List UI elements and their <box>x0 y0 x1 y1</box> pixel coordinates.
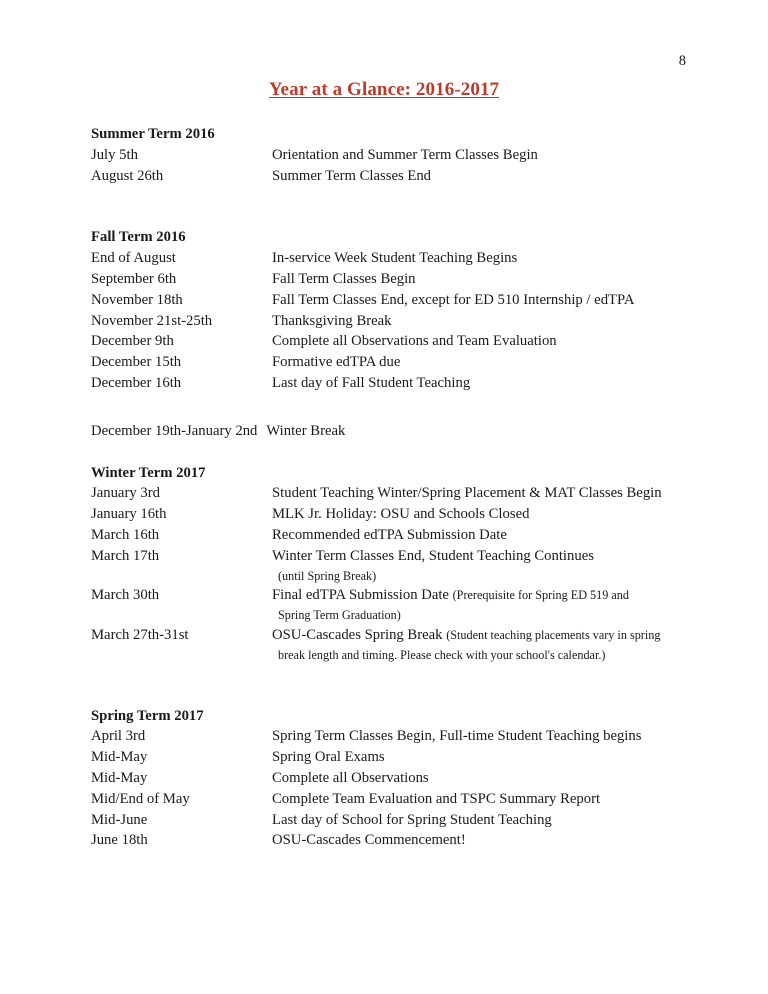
row-date: December 19th-January 2nd <box>91 422 258 439</box>
row-description: Fall Term Classes Begin <box>272 270 416 287</box>
row-date: November 21st-25th <box>91 312 213 329</box>
row-description: MLK Jr. Holiday: OSU and Schools Closed <box>272 506 530 523</box>
row-description: Thanksgiving Break <box>272 312 392 329</box>
calendar-row <box>91 789 691 810</box>
calendar-row-winter-break <box>91 421 691 442</box>
term-heading: Winter Term 2017 <box>91 464 206 481</box>
calendar-row <box>91 290 691 311</box>
calendar-body <box>91 124 691 851</box>
row-description: Summer Term Classes End <box>272 167 432 184</box>
term-section-winter-2017 <box>91 463 691 665</box>
calendar-row <box>91 525 691 546</box>
row-date: July 5th <box>91 146 138 163</box>
section-spacer <box>91 442 691 463</box>
row-description <box>272 625 691 646</box>
row-subline: break length and timing. Please check with your school's calendar.) <box>278 647 606 662</box>
section-spacer <box>91 665 691 706</box>
row-date: March 27th-31st <box>91 626 189 643</box>
calendar-row <box>91 248 691 269</box>
row-description: Complete all Observations and Team Evaluation <box>272 333 557 350</box>
page-title-text: Year at a Glance: 2016-2017 <box>268 79 500 100</box>
row-date: January 16th <box>91 506 167 523</box>
row-date: Mid-June <box>91 811 148 828</box>
row-description-main: OSU-Cascades Spring Break <box>272 626 443 643</box>
calendar-row <box>91 269 691 290</box>
calendar-row <box>91 747 691 768</box>
row-description: In-service Week Student Teaching Begins <box>272 250 518 267</box>
calendar-row <box>91 352 691 373</box>
row-date: End of August <box>91 250 176 267</box>
row-description: Last day of School for Spring Student Teaching <box>272 811 552 828</box>
row-subline: Spring Term Graduation) <box>278 607 401 622</box>
row-description: Complete Team Evaluation and TSPC Summary Report <box>272 790 601 807</box>
row-description-note: (Prerequisite for Spring ED 519 and <box>452 588 629 603</box>
row-date: November 18th <box>91 291 183 308</box>
row-date: Mid/End of May <box>91 790 190 807</box>
row-description: Spring Oral Exams <box>272 749 385 766</box>
calendar-row <box>91 311 691 332</box>
row-description <box>272 585 691 606</box>
calendar-row <box>91 830 691 851</box>
row-subline: (until Spring Break) <box>278 568 377 583</box>
row-date: March 16th <box>91 526 160 543</box>
row-date: January 3rd <box>91 485 160 502</box>
row-description: OSU-Cascades Commencement! <box>272 832 466 849</box>
row-description: Winter Term Classes End, Student Teaching Continues <box>272 547 594 564</box>
row-description-main: Final edTPA Submission Date <box>272 587 449 604</box>
row-description: Recommended edTPA Submission Date <box>272 526 507 543</box>
calendar-row <box>91 145 691 166</box>
page-title <box>0 79 768 101</box>
row-date: March 30th <box>91 587 160 604</box>
row-date: Mid-May <box>91 770 148 787</box>
calendar-row <box>91 625 691 646</box>
row-description: Winter Break <box>266 422 346 439</box>
section-spacer <box>91 186 691 227</box>
term-heading: Fall Term 2016 <box>91 229 186 246</box>
calendar-row <box>91 331 691 352</box>
row-description: Student Teaching Winter/Spring Placement & MAT Classes Begin <box>272 485 662 502</box>
page-number: 8 <box>678 53 686 69</box>
row-date: March 17th <box>91 547 160 564</box>
row-date: June 18th <box>91 832 148 849</box>
term-heading: Spring Term 2017 <box>91 707 204 724</box>
calendar-row <box>91 166 691 187</box>
row-description: Last day of Fall Student Teaching <box>272 374 471 391</box>
row-description-note: (Student teaching placements vary in spring <box>446 627 661 642</box>
calendar-row <box>91 373 691 394</box>
term-section-spring-2017 <box>91 706 691 852</box>
row-spacer <box>91 394 691 421</box>
row-description: Complete all Observations <box>272 770 429 787</box>
row-description: Formative edTPA due <box>272 354 401 371</box>
row-description: Fall Term Classes End, except for ED 510 Internship / edTPA <box>272 291 635 308</box>
calendar-row <box>91 810 691 831</box>
row-date: Mid-May <box>91 749 148 766</box>
term-heading: Summer Term 2016 <box>91 126 215 142</box>
row-description: Orientation and Summer Term Classes Begin <box>272 146 538 163</box>
row-date: December 15th <box>91 354 182 371</box>
calendar-row <box>91 726 691 747</box>
row-date: December 16th <box>91 374 182 391</box>
calendar-row <box>91 546 691 567</box>
term-section-fall-2016 <box>91 227 691 441</box>
term-section-summer-2016 <box>91 124 691 186</box>
row-date: December 9th <box>91 333 174 350</box>
row-description: Spring Term Classes Begin, Full-time Student Teaching begins <box>272 728 642 745</box>
calendar-row <box>91 483 691 504</box>
calendar-row <box>91 504 691 525</box>
row-date: August 26th <box>91 167 164 184</box>
calendar-row <box>91 768 691 789</box>
calendar-row <box>91 585 691 606</box>
row-date: September 6th <box>91 270 177 287</box>
row-date: April 3rd <box>91 728 146 745</box>
